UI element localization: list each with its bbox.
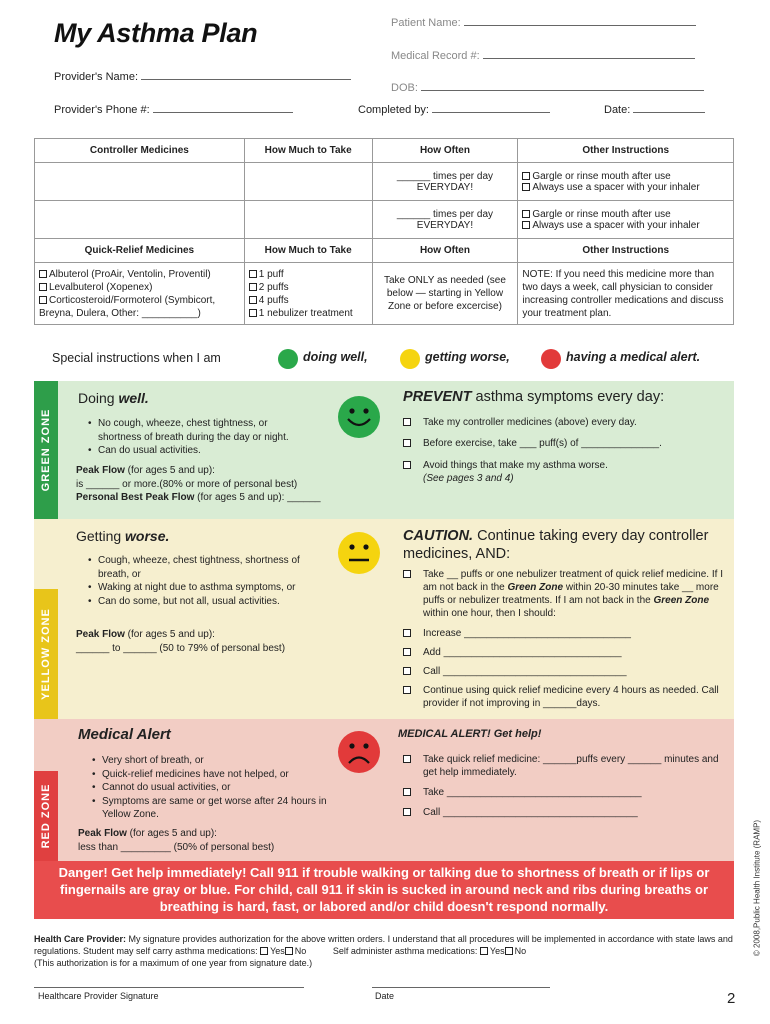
- yellow-action-heading: CAUTION. Continue taking every day controller medicines, AND:: [403, 528, 709, 562]
- signature-label: Healthcare Provider Signature: [38, 991, 159, 1001]
- provider-authorization: Health Care Provider: My signature provides authorization for the above written orders. I understand that all procedures will be implemented in accordance with state laws and regulations. Student may self carry asthma medications: Yes No Self administer asthma medications: Yes No (This authorization is for a maximum of one year from signature date.): [34, 934, 733, 968]
- red-zone-heading: Medical Alert: [78, 726, 171, 743]
- controller-instructions-cell: [518, 163, 734, 201]
- list-item: • No cough, wheeze, chest tightness, or shortness of breath during the day or night.: [78, 417, 310, 444]
- list-item: • Cough, wheeze, chest tightness, shortness of breath, or: [78, 554, 328, 581]
- checkbox[interactable]: [285, 947, 293, 955]
- checkbox[interactable]: [39, 283, 47, 291]
- medications-table: [34, 138, 734, 325]
- green-zone-heading: Doing well.: [78, 390, 149, 406]
- checkbox[interactable]: [39, 296, 47, 304]
- table-header: How Often: [372, 139, 518, 163]
- danger-banner: Danger! Get help immediately! Call 911 if trouble walking or talking due to shortness of breath or if lips or fingernails are gray or blue. For child, call 911 if skin is sucked in around neck and ribs during breaths or breathing is hard, fast, or labored and/or child doesn't respond normally.: [34, 861, 734, 919]
- med-option: Levalbuterol (Xopenex): [49, 281, 153, 293]
- page-number: 2: [727, 990, 736, 1007]
- signature-date-label: Date: [375, 991, 395, 1001]
- getting-worse-label: getting worse,: [425, 350, 510, 364]
- amount-option: 2 puffs: [258, 281, 289, 293]
- controller-amount-cell[interactable]: [244, 163, 372, 201]
- provider-phone-label: Provider's Phone #:: [54, 104, 150, 116]
- quick-relief-amount-cell: [244, 263, 372, 325]
- amount-option: 1 nebulizer treatment: [258, 307, 353, 319]
- special-instructions-intro: Special instructions when I am: [52, 351, 221, 365]
- instruction-text: Always use a spacer with your inhaler: [532, 219, 700, 231]
- red-zone: [34, 719, 734, 861]
- checkbox[interactable]: [249, 296, 257, 304]
- date-field[interactable]: [604, 104, 705, 116]
- list-item: • Symptoms are same or get worse after 24 hours in Yellow Zone.: [82, 795, 332, 822]
- dob-label: DOB:: [391, 82, 418, 94]
- controller-often-cell: [372, 163, 518, 201]
- patient-name-field[interactable]: [391, 17, 696, 29]
- yellow-peak-flow: Peak Flow (for ages 5 and up): ______ to ______ (50 to 79% of personal best): [76, 629, 286, 654]
- controller-header-row: [35, 139, 734, 163]
- smiley-face-icon: [337, 395, 381, 439]
- med-option: Corticosteroid/Formoterol (Symbicort,: [49, 294, 216, 306]
- date-line[interactable]: [372, 987, 550, 988]
- controller-amount-cell[interactable]: [244, 201, 372, 239]
- green-action-item[interactable]: Take my controller medicines (above) every day.: [403, 416, 723, 429]
- table-header: How Much to Take: [244, 239, 372, 263]
- completed-by-label: Completed by:: [358, 104, 429, 116]
- list-item: • Can do some, but not all, usual activities.: [78, 595, 328, 609]
- yellow-action-item[interactable]: Take __ puffs or one nebulizer treatment of quick relief medicine. If I am not back in the Green Zone within 20-30 minutes take __ more puffs or nebulizer treatments. If I am not back in the Green Zone within one hour, then I should:: [403, 568, 723, 620]
- red-zone-label: RED ZONE: [34, 771, 58, 861]
- provider-name-field[interactable]: [54, 71, 351, 83]
- yellow-circle-icon: [400, 349, 420, 369]
- often-text: EVERYDAY!: [416, 181, 474, 193]
- signature-line[interactable]: [34, 987, 304, 988]
- checkbox[interactable]: [505, 947, 513, 955]
- checkbox[interactable]: [403, 808, 411, 816]
- page-title: My Asthma Plan: [54, 18, 258, 48]
- red-peak-flow: Peak Flow (for ages 5 and up): less than _________ (50% of personal best): [78, 828, 275, 853]
- checkbox[interactable]: [403, 788, 411, 796]
- yellow-action-item[interactable]: Continue using quick relief medicine every 4 hours as needed. Call provider if not improving in ______days.: [403, 684, 723, 710]
- green-circle-icon: [278, 349, 298, 369]
- green-zone-label: GREEN ZONE: [34, 381, 58, 519]
- list-item: • Quick-relief medicines have not helped, or: [82, 768, 332, 782]
- green-peak-flow: Peak Flow (for ages 5 and up): is ______ or more.(80% or more of personal best) Personal Best Peak Flow (for ages 5 and up): ______: [76, 465, 321, 503]
- instruction-text: Gargle or rinse mouth after use: [532, 170, 671, 182]
- checkbox[interactable]: [480, 947, 488, 955]
- checkbox[interactable]: [403, 439, 411, 447]
- provider-phone-field[interactable]: [54, 104, 293, 116]
- sad-face-icon: [337, 730, 381, 774]
- date-label: Date:: [604, 104, 631, 116]
- checkbox[interactable]: [403, 648, 411, 656]
- list-item: • Cannot do usual activities, or: [82, 781, 332, 795]
- list-item: • Can do usual activities.: [78, 444, 310, 458]
- yellow-action-item[interactable]: Call _________________________________: [403, 665, 723, 678]
- green-action-item[interactable]: Avoid things that make my asthma worse. (See pages 3 and 4): [403, 459, 723, 485]
- medical-record-field[interactable]: [391, 50, 695, 62]
- table-row: [35, 201, 734, 239]
- checkbox[interactable]: [522, 183, 530, 191]
- checkbox[interactable]: [403, 629, 411, 637]
- patient-name-label: Patient Name:: [391, 17, 461, 29]
- table-header: How Often: [372, 239, 518, 263]
- checkbox[interactable]: [403, 686, 411, 694]
- table-header: Other Instructions: [518, 139, 734, 163]
- instruction-text: Gargle or rinse mouth after use: [532, 208, 671, 220]
- instruction-text: Always use a spacer with your inhaler: [532, 181, 700, 193]
- doing-well-label: doing well,: [303, 350, 368, 364]
- checkbox[interactable]: [403, 570, 411, 578]
- authorization-note: (This authorization is for a maximum of one year from signature date.): [34, 958, 313, 968]
- often-text: ______ times per day: [396, 208, 494, 220]
- yellow-action-item[interactable]: Add ________________________________: [403, 646, 723, 659]
- checkbox[interactable]: [39, 270, 47, 278]
- yellow-zone-heading: Getting worse.: [76, 528, 170, 544]
- red-symptom-list: [82, 754, 332, 822]
- yellow-zone-label: YELLOW ZONE: [34, 589, 58, 719]
- checkbox[interactable]: [522, 172, 530, 180]
- checkbox[interactable]: [260, 947, 268, 955]
- quick-relief-often-cell: Take ONLY as needed (see below — starting in Yellow Zone or before excercise): [372, 263, 518, 325]
- green-symptom-list: [78, 417, 310, 458]
- controller-med-cell[interactable]: [35, 163, 245, 201]
- yellow-symptom-list: [78, 554, 328, 608]
- yellow-action-item[interactable]: Increase ______________________________: [403, 627, 723, 640]
- green-zone: [34, 381, 734, 519]
- checkbox[interactable]: [249, 309, 257, 317]
- often-text: ______ times per day: [396, 170, 494, 182]
- green-action-heading: PREVENT asthma symptoms every day:: [403, 389, 665, 405]
- checkbox[interactable]: [249, 270, 257, 278]
- copyright-notice: © 2008,Public Health Institute (RAMP): [752, 819, 762, 957]
- med-option: Albuterol (ProAir, Ventolin, Proventil): [49, 268, 211, 280]
- controller-often-cell: [372, 201, 518, 239]
- controller-med-cell[interactable]: [35, 201, 245, 239]
- red-action-heading: MEDICAL ALERT! Get help!: [398, 728, 542, 740]
- provider-name-label: Provider's Name:: [54, 71, 139, 83]
- list-item: • Waking at night due to asthma symptoms, or: [78, 581, 328, 595]
- red-action-item[interactable]: Take ___________________________________: [403, 786, 723, 799]
- neutral-face-icon: [337, 531, 381, 575]
- table-header: Quick-Relief Medicines: [35, 239, 245, 263]
- checkbox[interactable]: [403, 461, 411, 469]
- often-text: EVERYDAY!: [416, 219, 474, 231]
- checkbox[interactable]: [522, 221, 530, 229]
- table-row: [35, 263, 734, 325]
- red-action-item[interactable]: Call ___________________________________: [403, 806, 723, 819]
- table-row: [35, 163, 734, 201]
- amount-option: 1 puff: [258, 268, 284, 280]
- quick-relief-other-cell: NOTE: If you need this medicine more than two days a week, call physician to consider increasing controller medications and discuss your treatment plan.: [518, 263, 734, 325]
- list-item: • Very short of breath, or: [82, 754, 332, 768]
- medical-record-label: Medical Record #:: [391, 50, 480, 62]
- table-header: Controller Medicines: [35, 139, 245, 163]
- dob-field[interactable]: [391, 82, 704, 94]
- amount-option: 4 puffs: [258, 294, 289, 306]
- checkbox[interactable]: [403, 667, 411, 675]
- table-header: Other Instructions: [518, 239, 734, 263]
- table-header: How Much to Take: [244, 139, 372, 163]
- red-circle-icon: [541, 349, 561, 369]
- medical-alert-label: having a medical alert.: [566, 350, 701, 364]
- quick-relief-header-row: [35, 239, 734, 263]
- checkbox[interactable]: [403, 755, 411, 763]
- med-option: Breyna, Dulera, Other: __________): [39, 307, 201, 319]
- checkbox[interactable]: [522, 210, 530, 218]
- red-action-item[interactable]: Take quick relief medicine: ______puffs every ______ minutes and get help immediately.: [403, 753, 723, 779]
- yellow-zone: [34, 519, 734, 719]
- checkbox[interactable]: [249, 283, 257, 291]
- checkbox[interactable]: [403, 418, 411, 426]
- green-action-item[interactable]: Before exercise, take ___ puff(s) of ______________.: [403, 437, 723, 450]
- completed-by-field[interactable]: [358, 104, 550, 116]
- quick-relief-med-cell: [35, 263, 245, 325]
- controller-instructions-cell: [518, 201, 734, 239]
